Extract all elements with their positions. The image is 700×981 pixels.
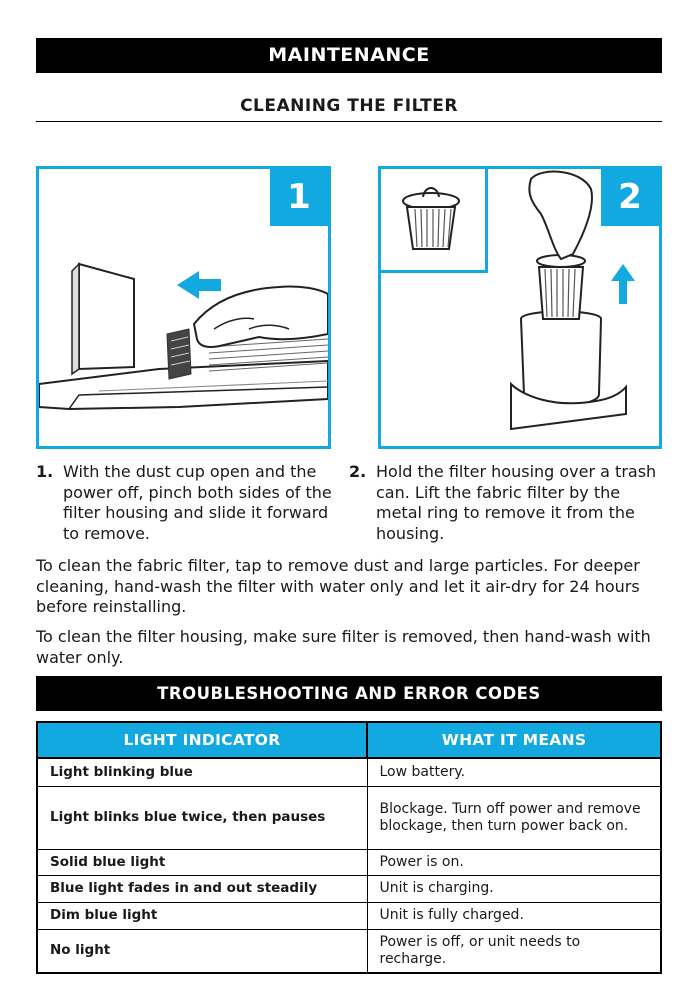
error-codes-table <box>36 721 662 974</box>
step-1-illustration <box>36 166 331 449</box>
table-row <box>37 929 661 973</box>
fabric-filter-cleaning-paragraph: To clean the fabric filter, tap to remove dust and large particles. For deeper cleaning, hand-wash the filter with water only and let it air-dry for 24 hours before reinstalling. <box>36 556 640 616</box>
table-row <box>37 758 661 786</box>
light-indicator-cell: Solid blue light <box>37 849 367 875</box>
table-row <box>37 786 661 849</box>
step-1-number: 1. <box>36 462 54 481</box>
column-header-light-indicator: LIGHT INDICATOR <box>37 722 367 758</box>
section-heading: CLEANING THE FILTER <box>36 96 662 122</box>
meaning-cell: Blockage. Turn off power and remove blockage, then turn power back on. <box>367 786 661 849</box>
light-indicator-cell: No light <box>37 929 367 973</box>
light-indicator-cell: Light blinks blue twice, then pauses <box>37 786 367 849</box>
table-row <box>37 902 661 929</box>
column-header-what-it-means: WHAT IT MEANS <box>367 722 661 758</box>
light-indicator-cell: Light blinking blue <box>37 758 367 786</box>
step-1-text: With the dust cup open and the power off, pinch both sides of the filter housing and slide it forward to remove. <box>63 462 332 543</box>
meaning-cell: Unit is charging. <box>367 875 661 902</box>
light-indicator-cell: Dim blue light <box>37 902 367 929</box>
table-header-row <box>37 722 661 758</box>
filter-inset-view <box>381 169 488 273</box>
table-row <box>37 849 661 875</box>
maintenance-banner: MAINTENANCE <box>36 38 662 73</box>
light-indicator-cell: Blue light fades in and out steadily <box>37 875 367 902</box>
meaning-cell: Power is off, or unit needs to recharge. <box>367 929 661 973</box>
step-2-number: 2. <box>349 462 367 481</box>
page-footer-dashes <box>36 976 662 981</box>
meaning-cell: Low battery. <box>367 758 661 786</box>
meaning-cell: Unit is fully charged. <box>367 902 661 929</box>
step-1-badge: 1 <box>270 169 328 226</box>
step-2-illustration <box>378 166 662 449</box>
step-2-badge: 2 <box>601 169 659 226</box>
table-row <box>37 875 661 902</box>
step-2-text: Hold the filter housing over a trash can. Lift the fabric filter by the metal ring to remove it from the housing. <box>376 462 657 543</box>
filter-housing-cleaning-paragraph: To clean the filter housing, make sure filter is removed, then hand-wash with water only. <box>36 627 651 667</box>
meaning-cell: Power is on. <box>367 849 661 875</box>
troubleshooting-banner: TROUBLESHOOTING AND ERROR CODES <box>36 676 662 711</box>
